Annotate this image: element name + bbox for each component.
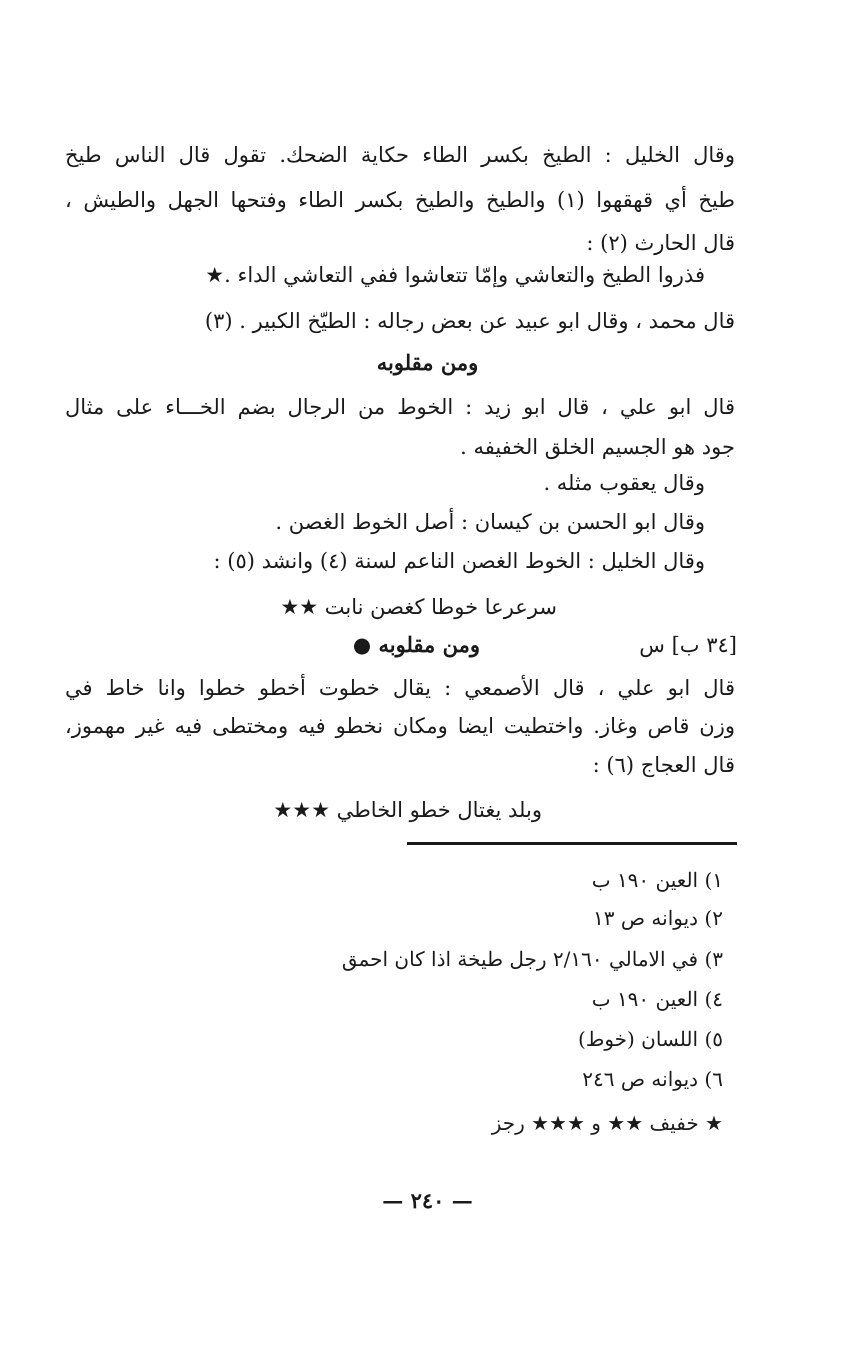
verse-line: فذروا الطيخ والتعاشي وإمّا تتعاشوا ففي التعاشي الداء .★ — [205, 263, 705, 287]
footnote: ٤) العين ١٩٠ ب — [591, 987, 723, 1011]
footnote-divider — [407, 842, 737, 845]
text-line: قال ابو علي ، قال ابو زيد : الخوط من الرجال بضم الخـــاء على مثال — [65, 395, 735, 419]
page-number: — ٢٤٠ — — [382, 1188, 473, 1213]
text-line: وزن قاص وغاز. واختطيت ايضا ومكان نخطو فيه ومختطى فيه غير مهموز، — [65, 714, 735, 738]
text-line: وقال ابو الحسن بن كيسان : أصل الخوط الغصن . — [275, 510, 705, 534]
footnote: ٣) في الامالي ٢/١٦٠ رجل طيخة اذا كان احمق — [341, 947, 723, 971]
meter-legend: ★ خفيف ★★ و ★★★ رجز — [491, 1111, 723, 1135]
text-line: جود هو الجسيم الخلق الخفيفه . — [460, 435, 735, 459]
text-line: وقال الخليل : الخوط الغصن الناعم لسنة (٤) وانشد (٥) : — [213, 549, 705, 573]
text-line: وقال يعقوب مثله . — [543, 471, 705, 495]
text-line: طيخ أي قهقهوا (١) والطيخ والطيخ بكسر الطاء وفتحها الجهل والطيش ، — [65, 188, 735, 212]
text-line: قال العجاج (٦) : — [592, 753, 735, 777]
section-heading: ومن مقلوبه — [376, 350, 479, 375]
manuscript-folio-marker: [٣٤ ب] س — [639, 633, 737, 657]
text-line: قال محمد ، وقال ابو عبيد عن بعض رجاله : الطيّخ الكبير . (٣) — [204, 309, 735, 333]
text-line: قال ابو علي ، قال الأصمعي : يقال خطوت أخطو خطوا وانا خاط في — [65, 676, 735, 700]
section-heading: ومن مقلوبه ● — [352, 632, 480, 657]
footnote: ٦) ديوانه ص ٢٤٦ — [582, 1067, 723, 1091]
footnote: ١) العين ١٩٠ ب — [591, 868, 723, 892]
footnote: ٥) اللسان (خوط) — [578, 1027, 723, 1051]
verse-line: وبلد يغتال خطو الخاطي ★★★ — [273, 798, 542, 822]
verse-line: سرعرعا خوطا كغصن نابت ★★ — [280, 595, 557, 619]
text-line: قال الحارث (٢) : — [586, 231, 735, 255]
text-line: وقال الخليل : الطيخ بكسر الطاء حكاية الضحك. تقول قال الناس طيخ — [65, 143, 735, 167]
footnote: ٢) ديوانه ص ١٣ — [593, 906, 723, 930]
